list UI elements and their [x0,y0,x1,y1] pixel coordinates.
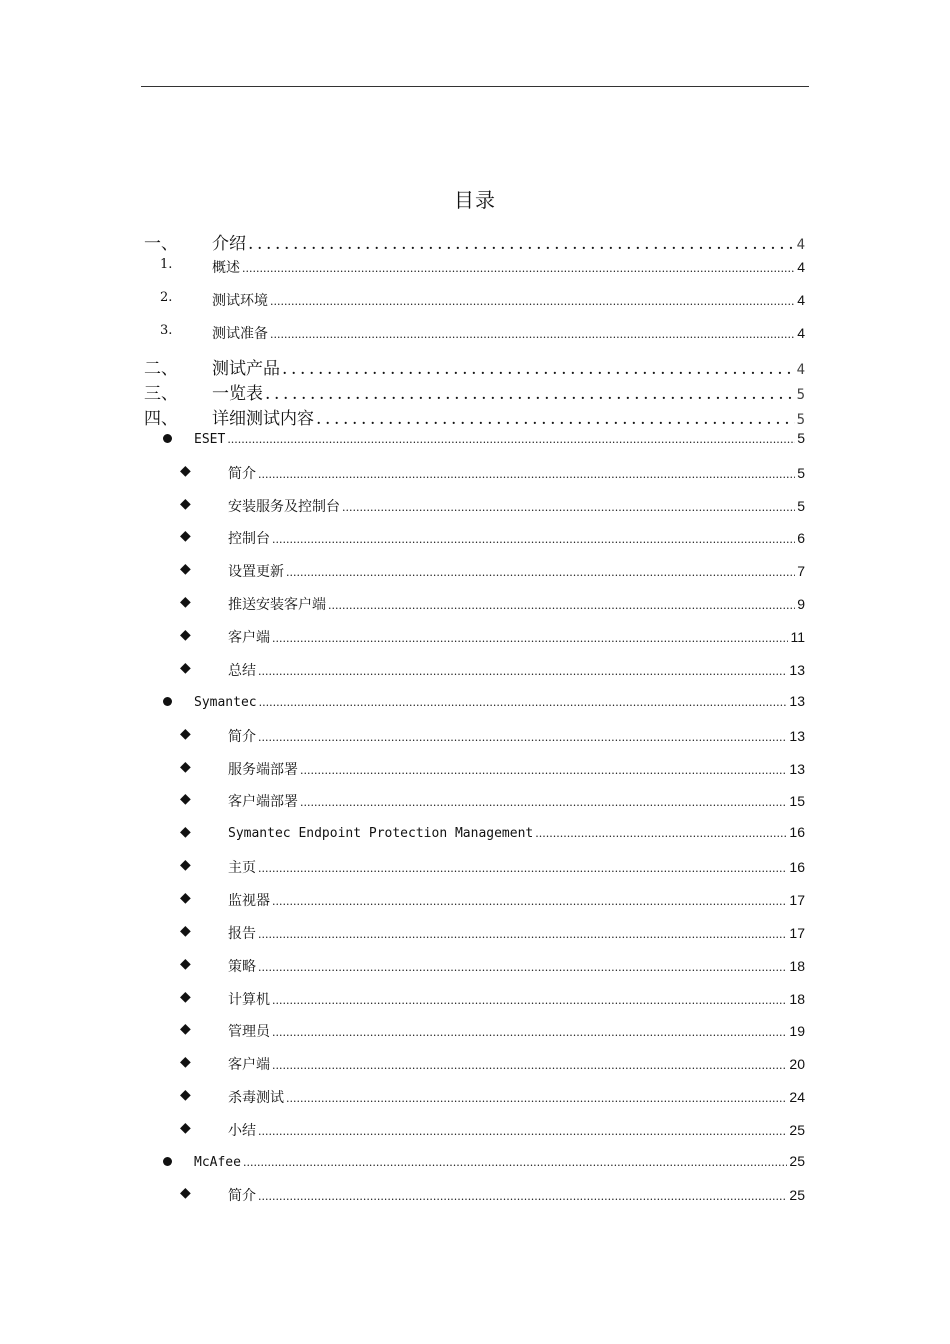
toc-entry[interactable] [160,290,805,310]
dot-leader [258,961,787,974]
toc-entry[interactable] [160,323,805,343]
dot-leader [272,994,787,1007]
toc-entry-page-number: 5 [797,465,805,481]
dot-leader [258,1190,787,1203]
toc-entry[interactable] [180,1185,805,1205]
toc-entry-label: 策略 [228,959,256,975]
diamond-bullet-icon: ◆ [180,660,191,676]
toc-entry-label: Symantec [194,695,257,710]
diamond-bullet-icon: ◆ [180,528,191,544]
toc-entry-page-number: 25 [789,1153,805,1169]
toc-entry[interactable] [180,791,805,811]
toc-entry[interactable] [163,430,805,450]
toc-entry-page-number: 18 [789,991,805,1007]
dot-leader [270,295,795,308]
toc-entry-page-number: 4 [797,292,805,308]
diamond-bullet-icon: ◆ [180,1087,191,1103]
toc-entry-label: 主页 [228,860,256,876]
toc-entry-label: 客户端部署 [228,794,298,810]
toc-entry[interactable] [180,561,805,581]
diamond-bullet-icon: ◆ [180,594,191,610]
dot-leader [242,262,795,275]
toc-entry-page-number: 4 [796,362,805,378]
toc-entry-page-number: 17 [789,925,805,941]
toc-entry-label: 概述 [212,260,240,276]
dot-leader [272,1059,787,1072]
dot-leader [328,599,795,612]
diamond-bullet-icon: ◆ [180,1054,191,1070]
toc-entry[interactable] [163,1153,805,1173]
toc-entry-label: 客户端 [228,1057,270,1073]
toc-entry-label: McAfee [194,1155,241,1170]
toc-entry[interactable] [180,857,805,877]
toc-entry-label: 监视器 [228,893,270,909]
dot-leader [300,764,787,777]
toc-entry[interactable] [180,890,805,910]
diamond-bullet-icon: ◆ [180,463,191,479]
dot-leader [535,827,787,840]
toc-entry[interactable] [180,956,805,976]
toc-entry-page-number: 20 [789,1056,805,1072]
diamond-bullet-icon: ◆ [180,989,191,1005]
dot-leader [342,501,795,514]
toc-entry[interactable] [180,1120,805,1140]
toc-entry-number: 四、 [144,409,178,429]
diamond-bullet-icon: ◆ [180,791,191,807]
toc-entry-label: 报告 [228,926,256,942]
dot-leader [258,928,787,941]
diamond-bullet-icon: ◆ [180,824,191,840]
dot-leader [258,862,787,875]
dot-leader [286,566,795,579]
toc-entry[interactable] [144,404,805,428]
toc-entry-page-number: 13 [789,761,805,777]
toc-entry[interactable] [180,1054,805,1074]
toc-entry-page-number: 19 [789,1023,805,1039]
toc-entry[interactable] [180,1021,805,1041]
diamond-bullet-icon: ◆ [180,496,191,512]
toc-entry-label: ESET [194,432,226,447]
toc-entry-page-number: 5 [796,412,805,428]
toc-entry[interactable] [144,229,805,253]
toc-entry-page-number: 16 [789,824,805,840]
dot-leader [258,731,787,744]
toc-entry-label: 客户端 [228,630,270,646]
diamond-bullet-icon: ◆ [180,857,191,873]
diamond-bullet-icon: ◆ [180,1120,191,1136]
toc-entry[interactable] [144,354,805,378]
toc-entry[interactable] [180,1087,805,1107]
toc-entry[interactable] [163,693,805,713]
toc-entry-page-number: 4 [797,325,805,341]
toc-entry-label: 计算机 [228,992,270,1008]
dot-leader [227,433,795,446]
toc-entry-page-number: 25 [789,1122,805,1138]
toc-entry-page-number: 4 [797,259,805,275]
toc-entry-number: 1. [160,257,173,272]
diamond-bullet-icon: ◆ [180,561,191,577]
dot-leader [272,632,788,645]
bullet-dot-icon [163,697,172,706]
toc-entry-label: 管理员 [228,1024,270,1040]
toc-entry-number: 3. [160,323,173,338]
diamond-bullet-icon: ◆ [180,1021,191,1037]
toc-entry-number: 2. [160,290,173,305]
toc-entry[interactable] [180,627,805,647]
dot-leader [300,796,787,809]
toc-entry-page-number: 17 [789,892,805,908]
toc-entry[interactable] [180,824,805,844]
toc-entry-page-number: 7 [797,563,805,579]
toc-entry-number: 一、 [144,234,178,254]
dot-leader [316,409,795,429]
toc-entry-number: 三、 [144,384,178,404]
toc-entry-label: 设置更新 [228,564,284,580]
toc-entry-label: 测试产品 [212,359,280,379]
toc-entry-label: 推送安装客户端 [228,597,326,613]
toc-entry[interactable] [180,759,805,779]
bullet-dot-icon [163,1157,172,1166]
toc-entry-page-number: 5 [796,387,805,403]
diamond-bullet-icon: ◆ [180,759,191,775]
dot-leader [258,468,795,481]
toc-entry[interactable] [180,923,805,943]
toc-entry-label: Symantec Endpoint Protection Management [228,826,534,841]
bullet-dot-icon [163,434,172,443]
dot-leader [265,384,795,404]
toc-entry-page-number: 16 [789,859,805,875]
toc-entry-label: 小结 [228,1123,256,1139]
toc-entry-label: 一览表 [212,384,263,404]
toc-title: 目录 [454,188,496,212]
dot-leader [270,328,795,341]
toc-entry-page-number: 25 [789,1187,805,1203]
dot-leader [272,533,795,546]
toc-entry-label: 简介 [228,1188,256,1204]
toc-entry-label: 介绍 [212,234,246,254]
dot-leader [259,696,788,709]
diamond-bullet-icon: ◆ [180,923,191,939]
toc-entry-label: 安装服务及控制台 [228,499,340,515]
toc-entry-label: 详细测试内容 [212,409,314,429]
toc-entry-page-number: 11 [790,629,805,645]
toc-entry[interactable] [180,989,805,1009]
toc-entry-page-number: 13 [789,662,805,678]
toc-entry[interactable] [180,528,805,548]
toc-entry-page-number: 13 [789,728,805,744]
header-rule [141,86,809,87]
dot-leader [286,1092,787,1105]
toc-entry[interactable] [144,379,805,403]
toc-entry-label: 测试环境 [212,293,268,309]
toc-entry[interactable] [180,660,805,680]
toc-entry-number: 二、 [144,359,178,379]
toc-entry-page-number: 6 [797,530,805,546]
toc-entry-page-number: 4 [796,237,805,253]
toc-entry-page-number: 9 [797,596,805,612]
dot-leader [258,665,787,678]
dot-leader [248,234,795,254]
toc-entry-page-number: 24 [789,1089,805,1105]
toc-entry-page-number: 18 [789,958,805,974]
toc-entry-label: 简介 [228,466,256,482]
toc-entry-page-number: 15 [789,793,805,809]
diamond-bullet-icon: ◆ [180,1185,191,1201]
toc-entry-label: 测试准备 [212,326,268,342]
diamond-bullet-icon: ◆ [180,726,191,742]
toc-entry[interactable] [180,594,805,614]
diamond-bullet-icon: ◆ [180,890,191,906]
toc-entry[interactable] [180,463,805,483]
toc-entry-page-number: 5 [797,498,805,514]
toc-entry[interactable] [180,726,805,746]
diamond-bullet-icon: ◆ [180,627,191,643]
dot-leader [282,359,795,379]
toc-entry-page-number: 5 [797,430,805,446]
dot-leader [243,1156,787,1169]
toc-entry-label: 简介 [228,729,256,745]
toc-entry-label: 服务端部署 [228,762,298,778]
dot-leader [258,1125,787,1138]
toc-entry-label: 总结 [228,663,256,679]
toc-entry-label: 杀毒测试 [228,1090,284,1106]
diamond-bullet-icon: ◆ [180,956,191,972]
toc-entry-label: 控制台 [228,531,270,547]
toc-entry[interactable] [180,496,805,516]
dot-leader [272,1026,787,1039]
toc-entry-page-number: 13 [789,693,805,709]
dot-leader [272,895,787,908]
toc-entry[interactable] [160,257,805,277]
